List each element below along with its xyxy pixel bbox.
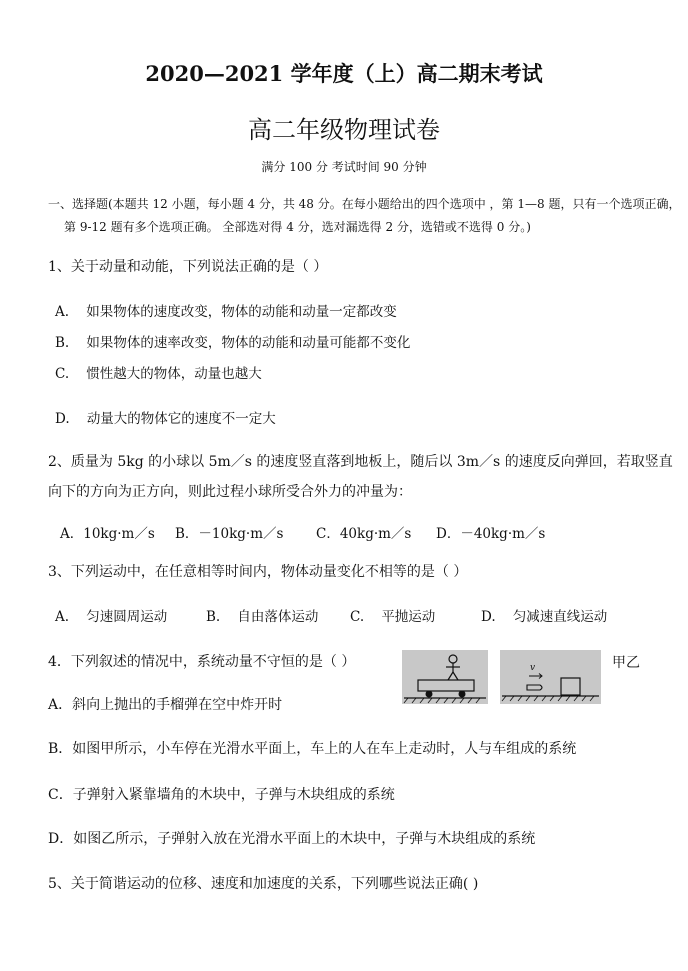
option-letter: D. — [55, 411, 70, 427]
option-text: 惯性越大的物体，动量也越大 — [86, 366, 262, 382]
question-2-stem-line1: 2、质量为 5kg 的小球以 5m／s 的速度竖直落到地板上，随后以 3m／s 的速度反向弹回，若取竖直 — [48, 454, 673, 470]
question-2-option-a: A．10kg·m／s — [60, 526, 155, 542]
question-3-option-b — [206, 605, 318, 625]
question-4-option-c: C．子弹射入紧靠墙角的木块中，子弹与木块组成的系统 — [48, 787, 395, 803]
question-3-stem: 3、下列运动中，在任意相等时间内，物体动量变化不相等的是（ ） — [48, 564, 468, 580]
question-5-stem: 5、关于简谐运动的位移、速度和加速度的关系，下列哪些说法正确( ) — [48, 876, 479, 892]
question-3-option-c — [350, 605, 435, 625]
question-1-option-d — [55, 407, 276, 427]
question-3-option-d — [481, 605, 607, 625]
velocity-symbol: v — [530, 663, 536, 673]
bullet-block-drawing — [500, 650, 601, 704]
question-1-stem: 1、关于动量和动能，下列说法正确的是（ ） — [48, 259, 328, 275]
option-text: 匀速圆周运动 — [86, 609, 168, 625]
option-text: 如果物体的速度改变，物体的动能和动量一定都改变 — [86, 304, 397, 320]
question-4-stem: 4．下列叙述的情况中，系统动量不守恒的是（ ） — [48, 654, 356, 670]
question-1-option-a — [55, 300, 397, 320]
option-letter: D. — [481, 609, 496, 625]
option-text: 如果物体的速率改变，物体的动能和动量可能都不变化 — [86, 335, 411, 351]
option-text: 动量大的物体它的速度不一定大 — [86, 411, 276, 427]
option-letter: B. — [55, 335, 70, 351]
question-2-option-b: B．－10kg·m／s — [175, 526, 284, 542]
option-letter: C. — [350, 609, 365, 625]
figure-jia-cart-person — [402, 650, 488, 704]
option-letter: A. — [55, 609, 70, 625]
section-instruction-line2: 第 9-12 题有多个选项正确。 全部选对得 4 分，选对漏选得 2 分，选错或不选得 0 分。) — [64, 220, 531, 234]
cart-person-drawing — [402, 650, 488, 704]
option-text: 匀减速直线运动 — [512, 609, 608, 625]
option-letter: B. — [206, 609, 221, 625]
question-4-option-b: B．如图甲所示，小车停在光滑水平面上，车上的人在车上走动时，人与车组成的系统 — [48, 741, 577, 757]
question-1-option-c — [55, 362, 262, 382]
option-letter: C. — [55, 366, 70, 382]
section-instruction-line1: 一、选择题(本题共 12 小题，每小题 4 分，共 48 分。在每小题给出的四个选项中 ，第 1—8 题，只有一个选项正确， — [48, 197, 681, 211]
question-2-option-c: C．40kg·m／s — [316, 526, 412, 542]
option-text: 自由落体运动 — [237, 609, 319, 625]
paper-title: 高二年级物理试卷 — [248, 116, 440, 144]
exam-meta: 满分 100 分 考试时间 90 分钟 — [261, 160, 427, 174]
option-letter: A. — [55, 304, 70, 320]
option-text: 平抛运动 — [381, 609, 436, 625]
figure-yi-bullet-block — [500, 650, 601, 704]
figure-labels: 甲乙 — [612, 655, 640, 671]
question-4-option-d: D．如图乙所示，子弹射入放在光滑水平面上的木块中，子弹与木块组成的系统 — [48, 831, 536, 847]
question-4-option-a: A．斜向上抛出的手榴弹在空中炸开时 — [48, 697, 283, 713]
question-3-option-a — [55, 605, 167, 625]
question-2-stem-line2: 向下的方向为正方向，则此过程小球所受合外力的冲量为： — [48, 484, 412, 500]
question-1-option-b — [55, 331, 410, 351]
exam-title: 2020—2021 学年度（上）高二期末考试 — [145, 61, 543, 86]
question-2-option-d: D．－40kg·m／s — [436, 526, 546, 542]
